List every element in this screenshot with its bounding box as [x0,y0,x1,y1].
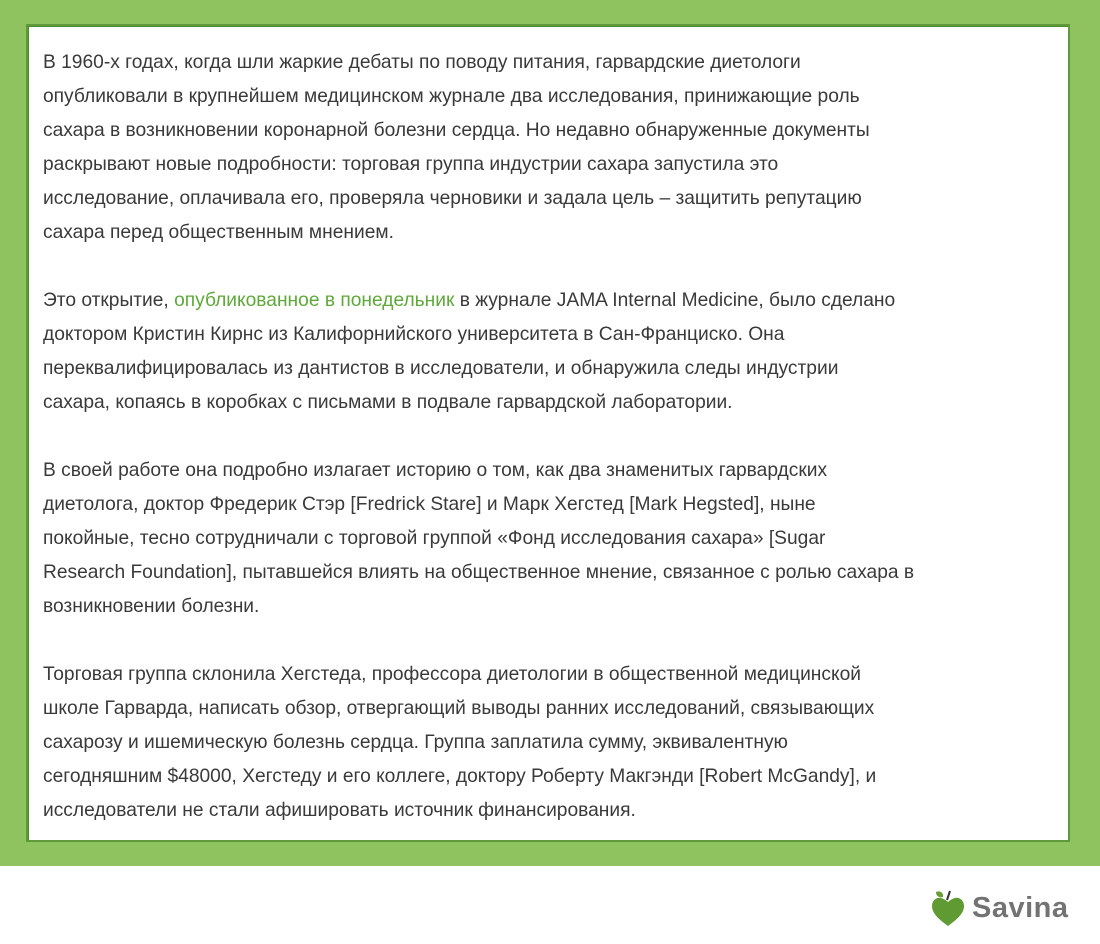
savina-logo [930,888,1069,928]
text-line [43,284,1058,318]
text-line: исследование, оплачивала его, проверяла черновики и задала цель – защитить репутацию [43,188,862,209]
paragraph-2 [43,284,1058,420]
article-text [43,46,1058,862]
text-line: Торговая группа склонила Хегстеда, профессора диетологии в общественной медицинской [43,664,861,685]
text-line: Research Foundation], пытавшейся влиять на общественное мнение, связанное с ролью сахара в [43,562,915,583]
text-segment: Это открытие, [43,290,175,311]
logo-text: Savina [972,891,1069,924]
text-line: раскрывают новые подробности: торговая группа индустрии сахара запустила это [43,154,779,175]
text-line: диетолога, доктор Фредерик Стэр [Fredrick Stare] и Марк Хегстед [Mark Hegsted], ныне [43,494,816,515]
text-line: покойные, тесно сотрудничали с торговой группой «Фонд исследования сахара» [Sugar [43,528,826,549]
paragraph-1 [43,46,1058,250]
text-line: возникновении болезни. [43,596,260,617]
text-line: сахара перед общественным мнением. [43,222,394,243]
text-line: доктором Кристин Кирнс из Калифорнийского университета в Сан-Франциско. Она [43,324,785,345]
text-line: сегодняшним $48000, Хегстеду и его коллеге, доктору Роберту Макгэнди [Robert McGandy], и [43,766,877,787]
paragraph-4 [43,658,1058,828]
apple-heart-icon [930,888,966,928]
text-line: сахара, копаясь в коробках с письмами в подвале гарвардской лаборатории. [43,392,733,413]
text-line: сахара в возникновении коронарной болезни сердца. Но недавно обнаруженные документы [43,120,870,141]
text-line: В 1960-х годах, когда шли жаркие дебаты по поводу питания, гарвардские диетологи [43,52,801,73]
text-line: сахарозу и ишемическую болезнь сердца. Группа заплатила сумму, эквивалентную [43,732,788,753]
published-monday-link[interactable]: опубликованное в понедельник [174,290,455,311]
article-card [26,24,1070,842]
paragraph-3 [43,454,1058,624]
text-line: В своей работе она подробно излагает историю о том, как два знаменитых гарвардских [43,460,828,481]
text-line: переквалифицировалась из дантистов в исследователи, и обнаружила следы индустрии [43,358,839,379]
text-segment: в журнале JAMA Internal Medicine, было сделано [454,290,896,311]
text-line: опубликовали в крупнейшем медицинском журнале два исследования, принижающие роль [43,86,860,107]
text-line: школе Гарварда, написать обзор, отвергающий выводы ранних исследований, связывающих [43,698,875,719]
text-line: исследователи не стали афишировать источник финансирования. [43,800,636,821]
